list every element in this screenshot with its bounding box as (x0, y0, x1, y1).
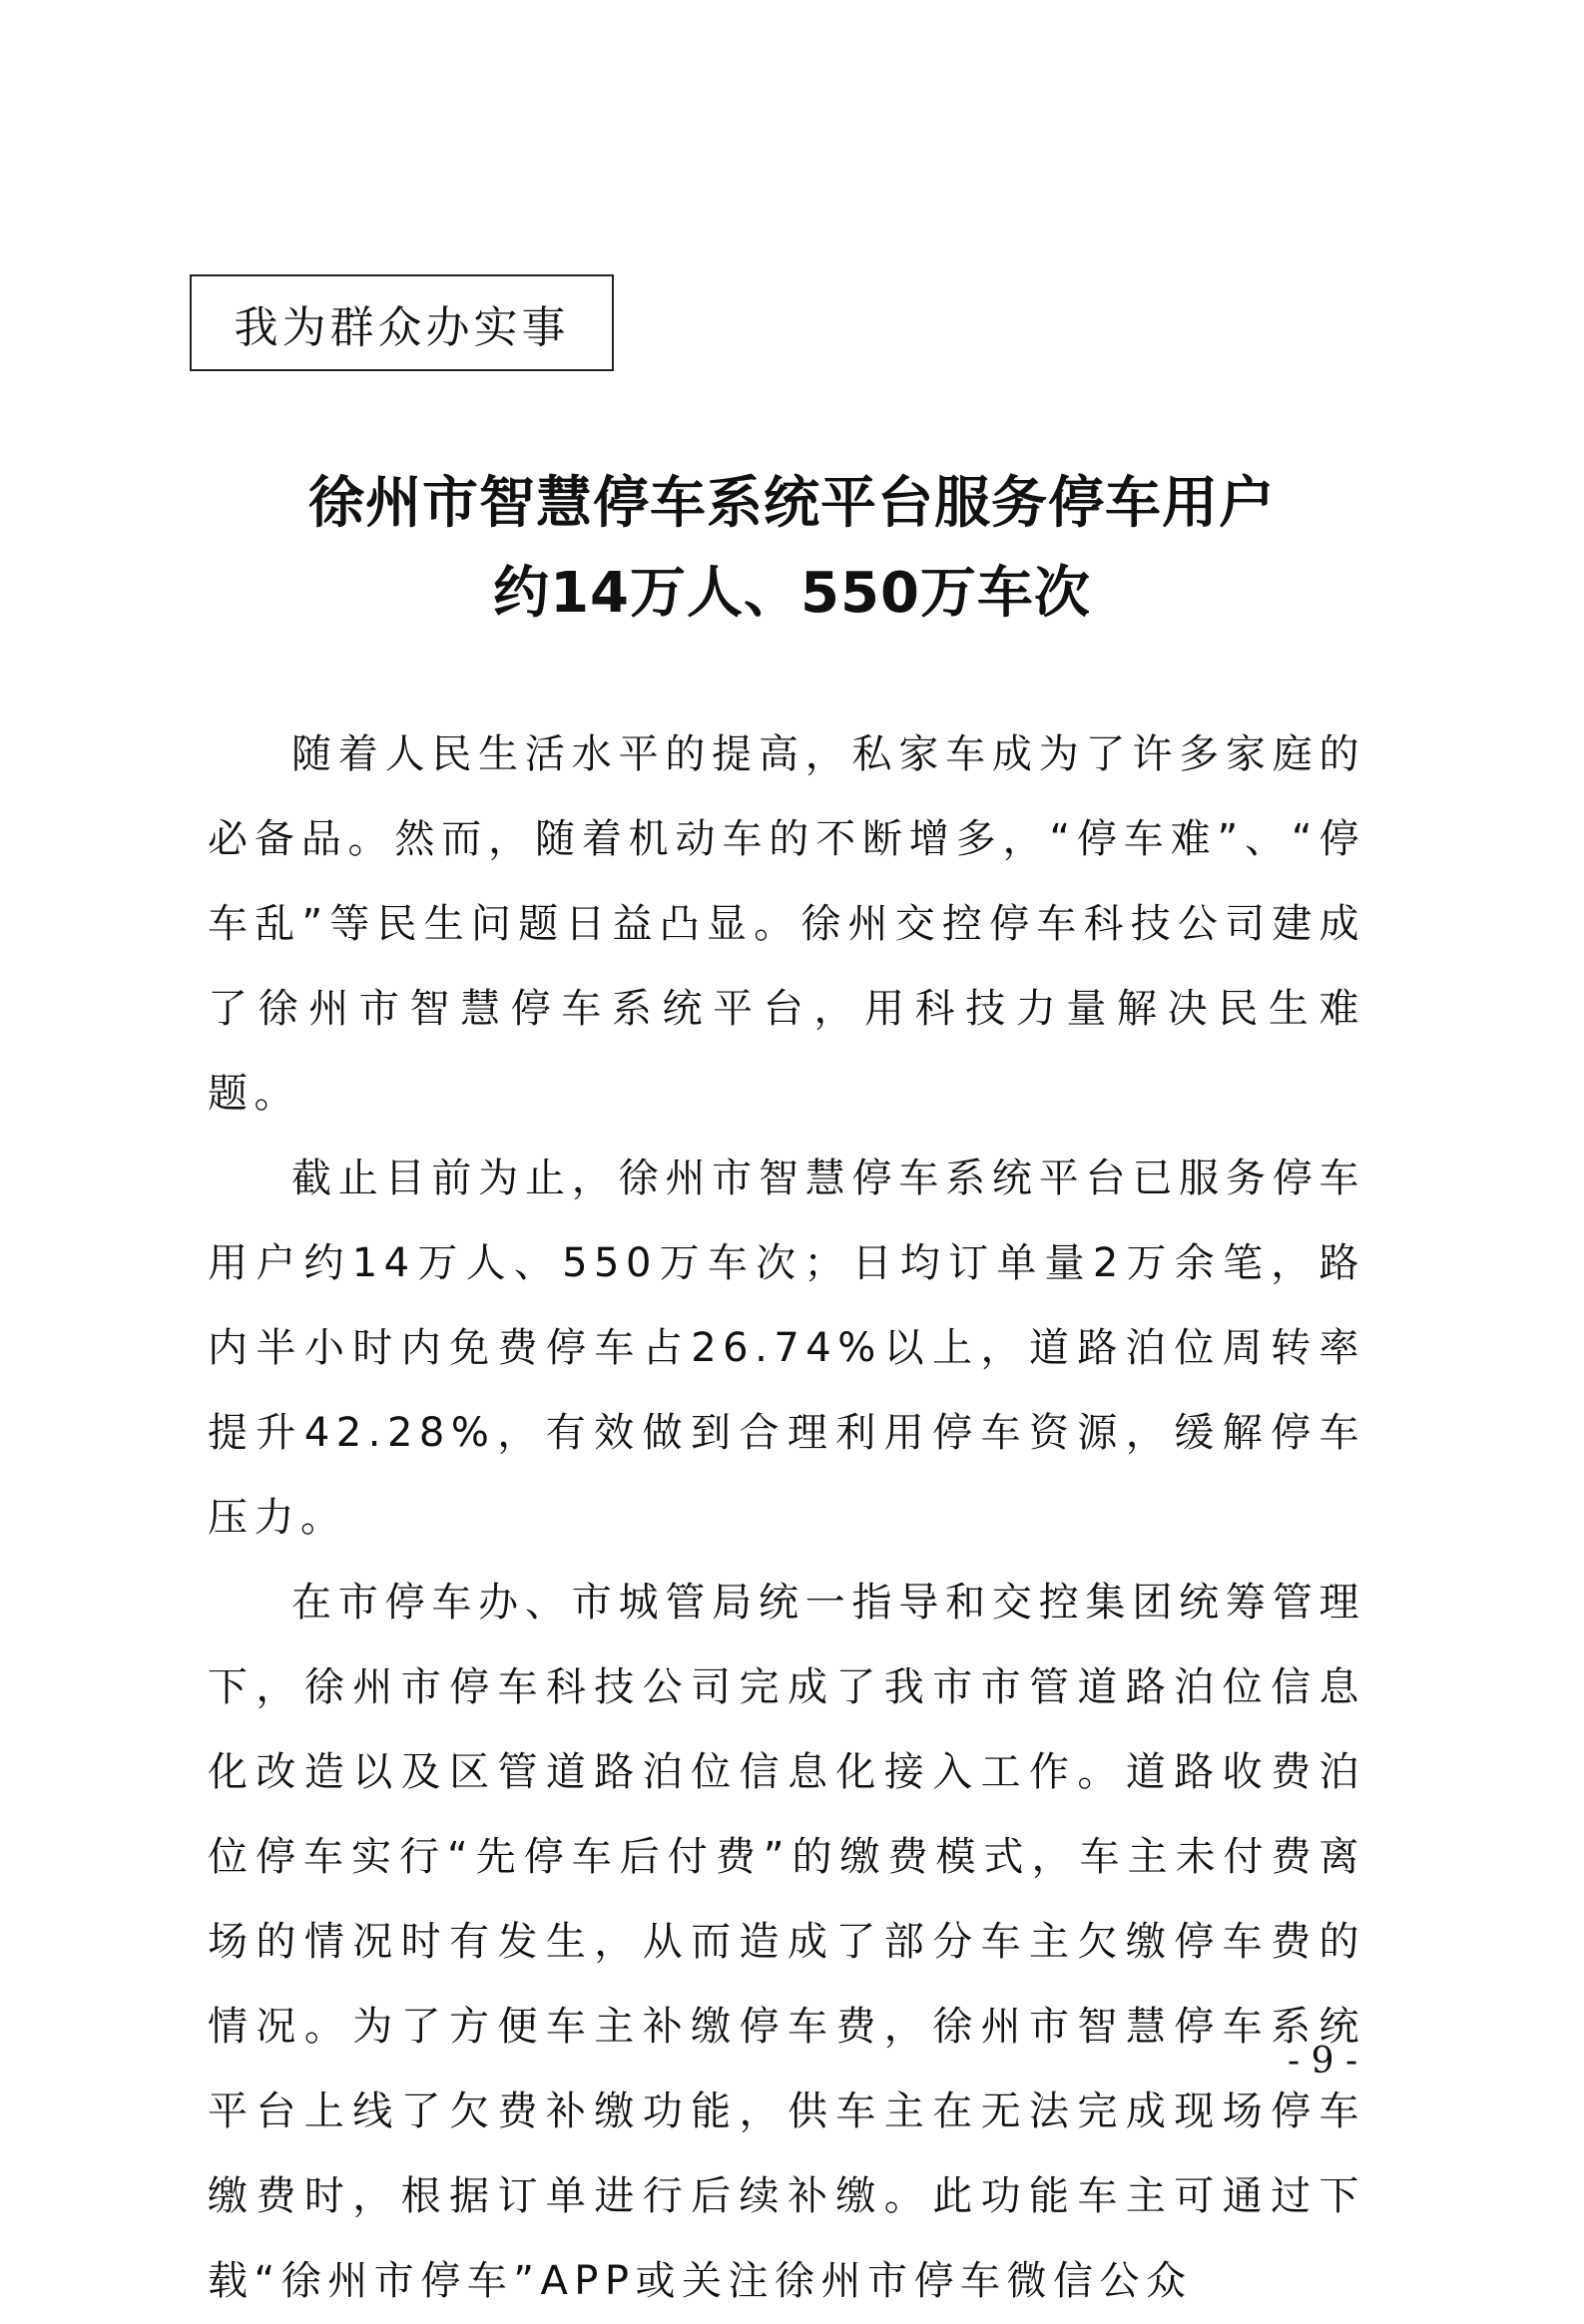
paragraph-1: 随着人民生活水平的提高，私家车成为了许多家庭的必备品。然而，随着机动车的不断增多，“停车难”、“停车乱”等民生问题日益凸显。徐州交控停车科技公司建成了徐州市智慧停车系统平台，用科技力量解决民生难题。 (208, 731, 1365, 1117)
article-body (208, 712, 1365, 2324)
column-tag: 我为群众办实事 (190, 274, 614, 371)
article-title-line-1: 徐州市智慧停车系统平台服务停车用户 (308, 471, 1276, 536)
paragraph-3: 在市停车办、市城管局统一指导和交控集团统筹管理下，徐州市停车科技公司完成了我市市管道路泊位信息化改造以及区管道路泊位信息化接入工作。道路收费泊位停车实行“先停车后付费”的缴费模式，车主未付费离场的情况时有发生，从而造成了部分车主欠缴停车费的情况。为了方便车主补缴停车费，徐州市智慧停车系统平台上线了欠费补缴功能，供车主在无法完成现场停车缴费时，根据订单进行后续补缴。此功能车主可通过下载“徐州市停车”APP或关注徐州市停车微信公众 (208, 1580, 1365, 2304)
article-title-line-2: 约14万人、550万车次 (493, 561, 1091, 626)
page-number: - 9 - (1288, 2041, 1358, 2082)
paragraph-2: 截止目前为止，徐州市智慧停车系统平台已服务停车用户约14万人、550万车次；日均订单量2万余笔，路内半小时内免费停车占26.74%以上，道路泊位周转率提升42.28%，有效做到合理利用停车资源，缓解停车压力。 (208, 1156, 1365, 1541)
